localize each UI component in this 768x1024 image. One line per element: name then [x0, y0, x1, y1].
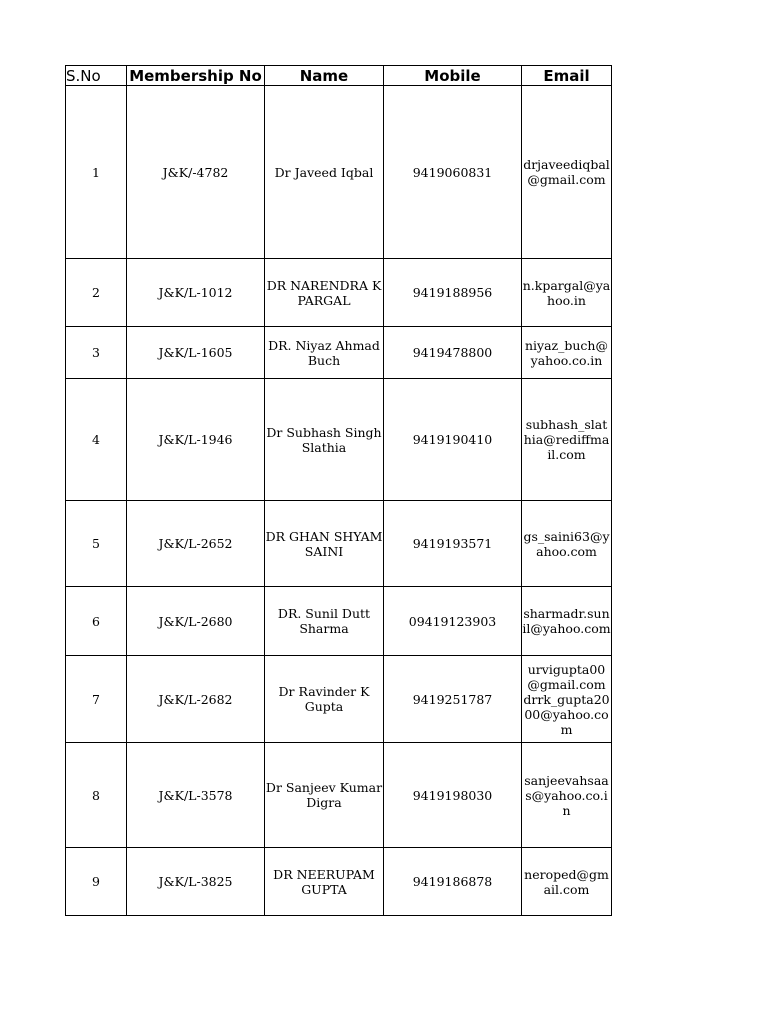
- cell-name: Dr Subhash Singh Slathia: [265, 379, 384, 501]
- cell-sno: 1: [66, 86, 127, 259]
- cell-mobile: 9419198030: [384, 743, 522, 848]
- cell-membership-no: J&K/L-1012: [127, 259, 265, 327]
- table-row: [66, 86, 612, 259]
- cell-email: sanjeevahsaas@yahoo.co.in: [522, 743, 612, 848]
- cell-email: sharmadr.sunil@yahoo.com: [522, 587, 612, 656]
- header-mobile: Mobile: [384, 66, 522, 86]
- header-sno: S.No: [66, 66, 127, 86]
- cell-email: subhash_slathia@rediffmail.com: [522, 379, 612, 501]
- cell-mobile: 9419186878: [384, 848, 522, 916]
- cell-mobile: 9419193571: [384, 501, 522, 587]
- cell-membership-no: J&K/-4782: [127, 86, 265, 259]
- cell-sno: 9: [66, 848, 127, 916]
- table-row: [66, 327, 612, 379]
- cell-membership-no: J&K/L-2680: [127, 587, 265, 656]
- cell-mobile: 9419190410: [384, 379, 522, 501]
- table-row: [66, 501, 612, 587]
- cell-name: DR GHAN SHYAM SAINI: [265, 501, 384, 587]
- header-name: Name: [265, 66, 384, 86]
- cell-email: neroped@gmail.com: [522, 848, 612, 916]
- cell-sno: 2: [66, 259, 127, 327]
- cell-mobile: 9419478800: [384, 327, 522, 379]
- cell-name: Dr Ravinder K Gupta: [265, 656, 384, 743]
- cell-name: DR. Niyaz Ahmad Buch: [265, 327, 384, 379]
- cell-membership-no: J&K/L-1605: [127, 327, 265, 379]
- cell-name: Dr Javeed Iqbal: [265, 86, 384, 259]
- cell-sno: 3: [66, 327, 127, 379]
- cell-name: DR NARENDRA K PARGAL: [265, 259, 384, 327]
- cell-email: drjaveediqbal@gmail.com: [522, 86, 612, 259]
- cell-membership-no: J&K/L-3825: [127, 848, 265, 916]
- header-membership-no: Membership No: [127, 66, 265, 86]
- cell-membership-no: J&K/L-2652: [127, 501, 265, 587]
- cell-mobile: 09419123903: [384, 587, 522, 656]
- table-row: [66, 848, 612, 916]
- cell-name: DR NEERUPAM GUPTA: [265, 848, 384, 916]
- header-row: [66, 66, 612, 86]
- cell-sno: 7: [66, 656, 127, 743]
- table-row: [66, 743, 612, 848]
- table-row: [66, 379, 612, 501]
- cell-name: Dr Sanjeev Kumar Digra: [265, 743, 384, 848]
- cell-email: n.kpargal@yahoo.in: [522, 259, 612, 327]
- cell-sno: 4: [66, 379, 127, 501]
- cell-membership-no: J&K/L-2682: [127, 656, 265, 743]
- table-row: [66, 656, 612, 743]
- cell-email: gs_saini63@yahoo.com: [522, 501, 612, 587]
- header-email: Email: [522, 66, 612, 86]
- cell-mobile: 9419188956: [384, 259, 522, 327]
- cell-membership-no: J&K/L-3578: [127, 743, 265, 848]
- cell-name: DR. Sunil Dutt Sharma: [265, 587, 384, 656]
- cell-sno: 8: [66, 743, 127, 848]
- table-row: [66, 587, 612, 656]
- cell-sno: 5: [66, 501, 127, 587]
- cell-email: niyaz_buch@yahoo.co.in: [522, 327, 612, 379]
- cell-sno: 6: [66, 587, 127, 656]
- membership-table: [65, 65, 612, 916]
- cell-mobile: 9419251787: [384, 656, 522, 743]
- cell-membership-no: J&K/L-1946: [127, 379, 265, 501]
- cell-mobile: 9419060831: [384, 86, 522, 259]
- cell-email: urvigupta00@gmail.com drrk_gupta2000@yahoo.com: [522, 656, 612, 743]
- table-row: [66, 259, 612, 327]
